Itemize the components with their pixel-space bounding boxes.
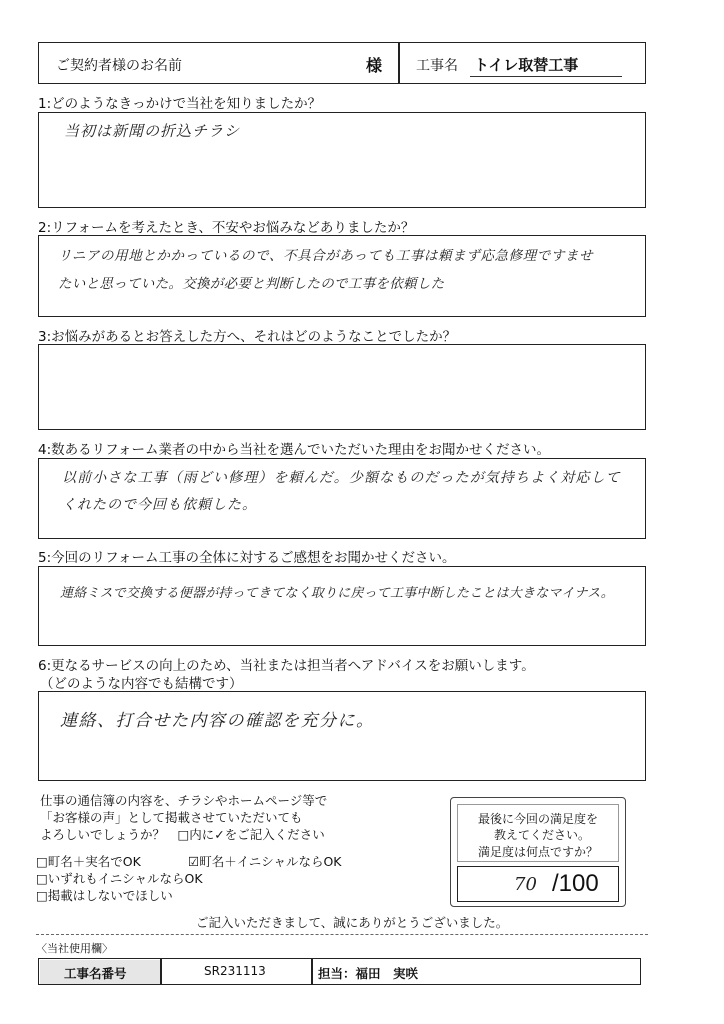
question-1-answer-line-1: 当初は新聞の折込チラシ — [64, 122, 241, 140]
publish-option-real-name[interactable]: □町名＋実名でOK — [36, 854, 141, 869]
internal-use-label: 〈当社使用欄〉 — [36, 942, 113, 955]
question-6-answer-line-1: 連絡、打合せた内容の確認を充分に。 — [60, 711, 375, 731]
footer-divider-1 — [160, 958, 162, 985]
question-3-answer-box[interactable] — [38, 344, 646, 430]
question-4-answer-line-2: くれたので今回も依頼した。 — [62, 497, 257, 513]
publish-text-line-3: よろしいでしょうか？ □内に✓をご記入ください — [40, 827, 325, 842]
publish-option-no-publish[interactable]: □掲載はしないでほしい — [36, 888, 173, 903]
question-4-label: 4:数あるリフォーム業者の中から当社を選んでいただいた理由をお聞かせください。 — [38, 442, 550, 458]
satisfaction-text-1: 最後に今回の満足度を — [478, 812, 599, 826]
question-5-answer-box[interactable] — [38, 566, 646, 646]
publish-text-line-2: 「お客様の声」として掲載させていただいても — [40, 810, 303, 825]
work-name-label: 工事名 — [416, 58, 458, 74]
publish-option-all-initials[interactable]: □いずれもイニシャルならOK — [36, 871, 203, 886]
question-5-label: 5:今回のリフォーム工事の全体に対するご感想をお聞かせください。 — [38, 550, 456, 566]
publish-text-line-1: 仕事の通信簿の内容を、チラシやホームページ等で — [40, 793, 328, 808]
question-4-answer-line-1: 以前小さな工事（雨どい修理）を頼んだ。少額なものだったが気持ちよく対応して — [62, 470, 621, 486]
customer-name-label: ご契約者様のお名前 — [56, 58, 182, 74]
work-number-value: SR231113 — [204, 964, 266, 978]
dashed-separator — [36, 934, 648, 935]
satisfaction-score-max: /100 — [552, 870, 599, 897]
question-2-answer-line-2: たいと思っていた。交換が必要と判断したので工事を依頼した — [58, 276, 445, 292]
footer-divider-2 — [311, 958, 313, 985]
question-3-label: 3:お悩みがあるとお答えした方へ、それはどのようなことでしたか？ — [38, 329, 457, 345]
thanks-message: ご記入いただきまして、誠にありがとうございました。 — [196, 915, 509, 930]
question-6-answer-box[interactable] — [38, 691, 646, 781]
work-number-label: 工事名番号 — [64, 966, 127, 981]
question-5-answer-line-1: 連絡ミスで交換する便器が持ってきてなく取りに戻って工事中断したことは大きなマイナス。 — [60, 586, 615, 601]
question-1-label: 1:どのようなきっかけで当社を知りましたか？ — [38, 96, 322, 112]
satisfaction-text-2: 教えてください。 — [494, 828, 591, 842]
question-2-label: 2:リフォームを考えたとき、不安やお悩みなどありましたか？ — [38, 220, 415, 236]
question-6-sublabel: （どのような内容でも結構です） — [40, 676, 243, 692]
header-divider — [398, 42, 400, 84]
question-2-answer-line-1: リニアの用地とかかっているので、不具合があっても工事は頼まず応急修理ですませ — [58, 248, 594, 264]
work-name-underline — [470, 76, 622, 77]
satisfaction-text-3: 満足度は何点ですか？ — [478, 845, 599, 859]
publish-option-initials-checked[interactable]: ☑町名＋イニシャルならOK — [188, 854, 342, 869]
question-6-label: 6:更なるサービスの向上のため、当社または担当者へアドバイスをお願いします。 — [38, 658, 535, 674]
honorific-sama: 様 — [366, 56, 383, 75]
staff-name: 担当：福田 実咲 — [318, 966, 419, 981]
customer-name-field[interactable] — [240, 52, 350, 74]
work-name-value: トイレ取替工事 — [474, 56, 579, 74]
satisfaction-score: 70 — [514, 874, 537, 895]
